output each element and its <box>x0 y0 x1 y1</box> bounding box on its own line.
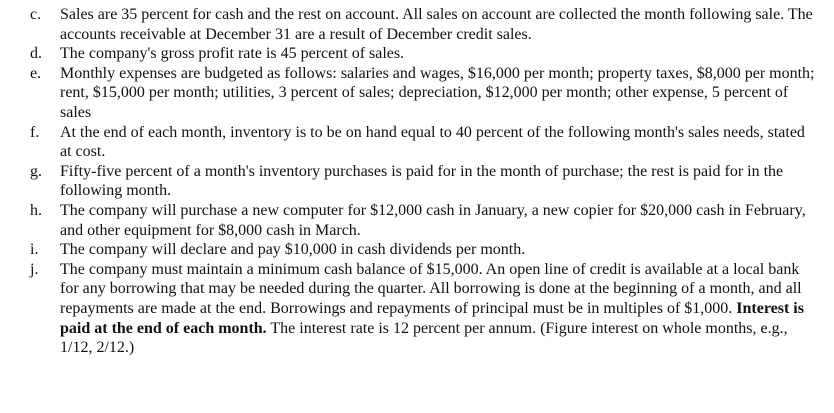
item-text: The company will declare and pay $10,000 in cash dividends per month. <box>60 241 526 259</box>
item-marker: h. <box>30 201 42 219</box>
interest-note-bold: Interest is paid at the end of each month. <box>60 299 804 337</box>
list-item-g <box>30 162 816 201</box>
item-text: Sales are 35 percent for cash and the rest on account. All sales on account are collected the month following sale. The accounts receivable at December 31 are a result of December credit sales. <box>60 6 813 43</box>
item-text: The company's gross profit rate is 45 percent of sales. <box>60 45 405 63</box>
item-text: Fifty-five percent of a month's inventory purchases is paid for in the month of purchase; the rest is paid for in the following month. <box>60 162 784 200</box>
item-text-before: The company must maintain a minimum cash balance of $15,000. An open line of credit is available at a local bank for any borrowing that may be needed during the quarter. All borrowing is done at the beginning of a month, and all repayments are made at the end. Borrowings and repayments of principal must be in multiples of $1,000. <box>60 260 802 317</box>
list-item-h <box>30 201 816 240</box>
item-text: The company will purchase a new computer for $12,000 cash in January, a new copier for $20,000 cash in February, and other equipment for $8,000 cash in March. <box>60 201 806 239</box>
item-marker: e. <box>30 64 42 82</box>
item-marker: i. <box>30 241 39 259</box>
item-text <box>60 260 816 358</box>
list-item-j <box>30 260 816 358</box>
item-marker: c. <box>30 6 42 23</box>
item-marker: j. <box>30 260 39 278</box>
list-item-d <box>30 44 816 64</box>
item-text: At the end of each month, inventory is to be on hand equal to 40 percent of the following month's sales needs, stated at cost. <box>60 123 805 161</box>
list-item-c <box>30 5 816 44</box>
item-marker: g. <box>30 162 42 180</box>
item-marker: d. <box>30 45 42 63</box>
list-item-e <box>30 64 816 123</box>
item-text-after: The interest rate is 12 percent per annum. (Figure interest on whole months, e.g., 1/12, 2/12.) <box>60 319 788 357</box>
item-text: Monthly expenses are budgeted as follows: salaries and wages, $16,000 per month; property taxes, $8,000 per month; rent, $15,000 per month; utilities, 3 percent of sales; depreciation, $12,000 per month; other expense, 5 percent of sales <box>60 64 815 121</box>
item-marker: f. <box>30 123 40 141</box>
list-item-f <box>30 123 816 162</box>
list-item-i <box>30 240 816 260</box>
